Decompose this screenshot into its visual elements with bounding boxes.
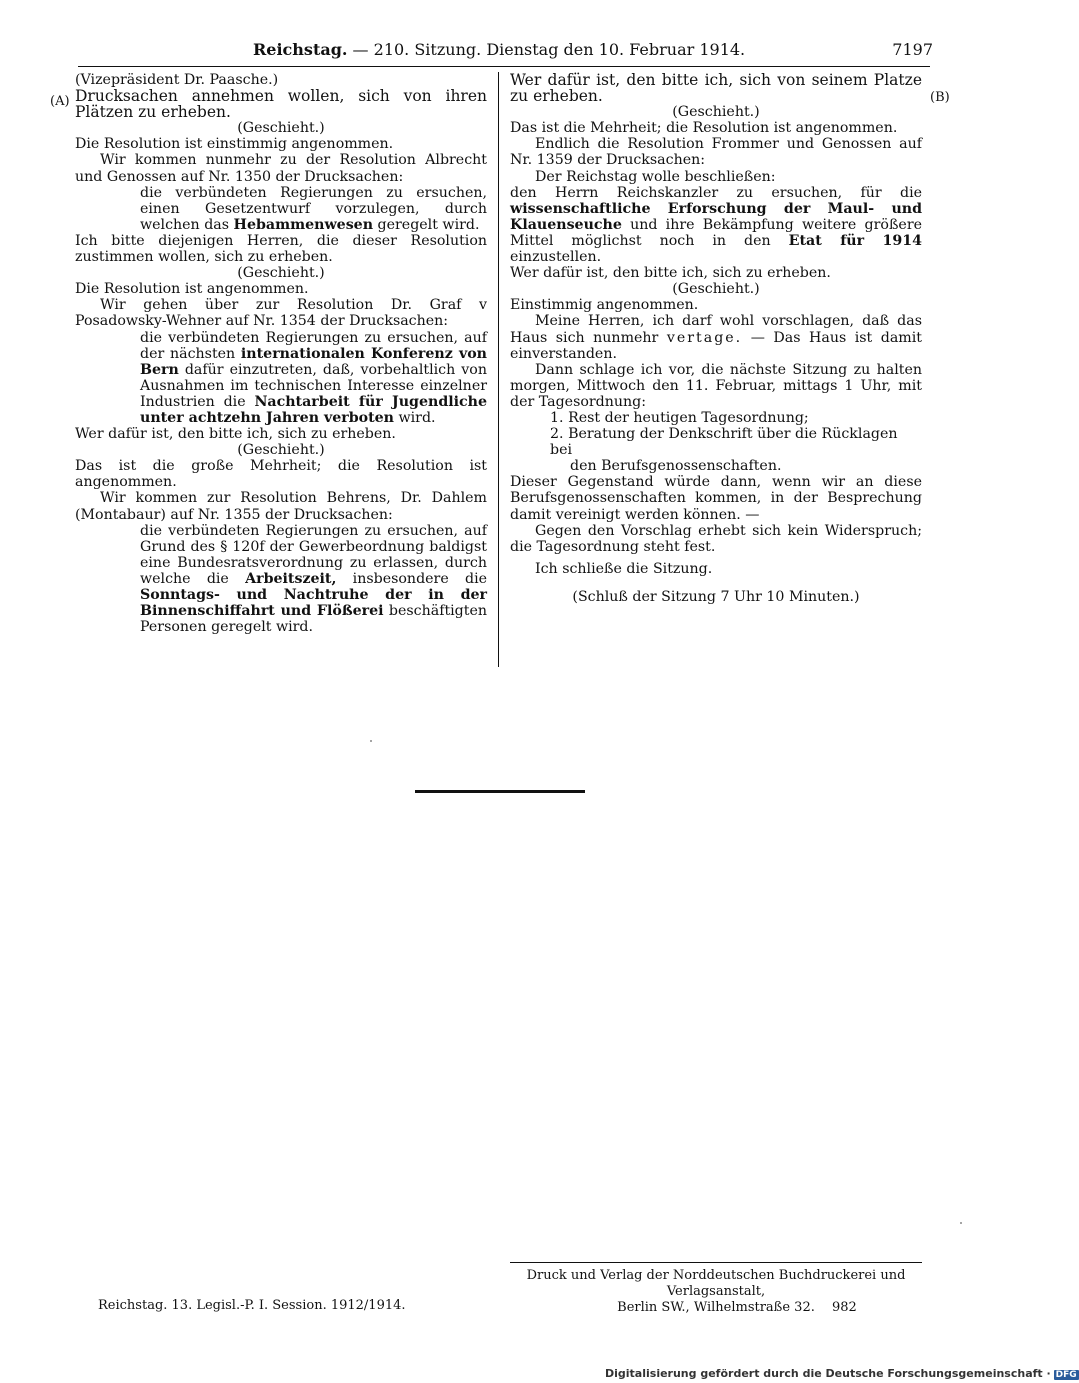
closing-note: (Schluß der Sitzung 7 Uhr 10 Minuten.) xyxy=(572,588,860,605)
volume-reference: Reichstag. 13. Legisl.-P. I. Session. 1912/1914. xyxy=(98,1298,406,1313)
quote-text: die verbündeten Regierungen zu ersuchen, auf der nächsten xyxy=(140,329,487,362)
paragraph: Das ist die Mehrheit; die Resolution ist angenommen. xyxy=(510,120,898,137)
paragraph: Wer dafür ist, den bitte ich, sich von seinem Platze zu erheben. xyxy=(510,71,922,106)
section-separator xyxy=(415,790,585,793)
speck xyxy=(370,740,372,742)
header-date: Dienstag den 10. Februar 1914. xyxy=(486,40,746,59)
quote-text: beschäftigten Personen geregelt wird. xyxy=(140,603,487,636)
column-divider xyxy=(498,72,499,667)
paragraph: Dann schlage ich vor, die nächste Sitzung zu halten morgen, Mittwoch den 11. Februar, mittags 1 Uhr, mit der Tagesordnung: xyxy=(510,361,922,410)
quote-text: einzustellen. xyxy=(510,249,602,266)
quote-emphasis: wissenschaftliche Erforschung der Maul- und Klauenseuche xyxy=(510,200,922,233)
paragraph: Wer dafür ist, den bitte ich, sich zu erheben. xyxy=(75,426,396,443)
quote-text: insbesondere die xyxy=(336,570,487,587)
resolution-quote xyxy=(510,185,922,265)
quote-emphasis: internationalen Konferenz von Bern xyxy=(140,345,487,378)
paragraph: Ich bitte diejenigen Herren, die dieser Resolution zustimmen wollen, sich zu erheben. xyxy=(75,232,487,266)
credit-text: Digitalisierung gefördert durch die Deutsche Forschungsgemeinschaft · xyxy=(605,1367,1051,1380)
quote-text: geregelt wird. xyxy=(373,216,480,233)
paragraph: Drucksachen annehmen wollen, sich von ihren Plätzen zu erheben. xyxy=(75,87,487,122)
paragraph: Wir kommen nunmehr zu der Resolution Albrecht und Genossen auf Nr. 1350 der Drucksachen: xyxy=(75,152,487,185)
quote-emphasis: Nachtarbeit für Jugendliche unter achtzehn Jahren verboten xyxy=(140,393,487,426)
stage-direction: (Geschieht.) xyxy=(237,265,325,282)
quote-emphasis: Hebammenwesen xyxy=(233,216,374,233)
agenda-list xyxy=(550,410,922,474)
agenda-item-text: Rest der heutigen Tagesordnung; xyxy=(568,409,809,426)
agenda-item-text: Beratung der Denkschrift über die Rücklagen bei xyxy=(550,426,898,459)
sheet-number: 982 xyxy=(832,1300,857,1315)
quote-text: wird. xyxy=(393,409,436,426)
stage-direction: (Geschieht.) xyxy=(672,104,760,121)
paragraph: Gegen den Vorschlag erhebt sich kein Widerspruch; die Tagesordnung steht fest. xyxy=(510,522,922,555)
digitization-credit xyxy=(605,1367,1079,1380)
resolution-quote xyxy=(140,330,487,427)
paragraph: Dieser Gegenstand würde dann, wenn wir an diese Berufsgenossenschaften kommen, in der Besprechung damit vereinigt werden können. — xyxy=(510,474,922,523)
paragraph-text: Meine Herren, ich darf wohl vorschlagen, daß das Haus sich nunmehr xyxy=(510,313,922,346)
agenda-item-number: 1. xyxy=(550,409,564,426)
imprint-line: Berlin SW., Wilhelmstraße 32. xyxy=(617,1300,815,1315)
right-column xyxy=(510,72,922,605)
header-rule xyxy=(78,66,930,67)
page-number: 7197 xyxy=(892,40,933,59)
paragraph-text: — Das Haus ist damit einverstanden. xyxy=(510,329,922,362)
stage-direction: (Geschieht.) xyxy=(237,442,325,459)
quote-text: die verbündeten Regierungen zu ersuchen, einen Gesetzentwurf vorzulegen, durch welchen das xyxy=(140,184,487,233)
paragraph: Wer dafür ist, den bitte ich, sich zu erheben. xyxy=(510,265,831,282)
paragraph xyxy=(510,313,922,361)
paragraph: Wir gehen über zur Resolution Dr. Graf v Posadowsky-Wehner auf Nr. 1354 der Drucksachen: xyxy=(75,297,487,330)
paragraph: Das ist die große Mehrheit; die Resolution ist angenommen. xyxy=(75,458,487,491)
resolution-quote xyxy=(140,523,487,636)
margin-marker-right: (B) xyxy=(930,90,950,105)
footer-rule xyxy=(510,1262,922,1263)
paragraph: Die Resolution ist einstimmig angenommen. xyxy=(75,136,394,153)
quote-text: die verbündeten Regierungen zu ersuchen, auf Grund des § 120f der Gewerbeordnung baldigst eine Bundesratsverordnung zu erlassen, durch welche die xyxy=(140,522,487,587)
agenda-item-text: den Berufsgenossenschaften. xyxy=(570,458,782,475)
header-session: — 210. Sitzung. xyxy=(352,40,482,59)
margin-marker-left: (A) xyxy=(50,94,70,109)
quote-emphasis: Arbeitszeit, xyxy=(245,570,337,587)
quote-emphasis: Sonntags- und Nachtruhe der in der Binnenschiffahrt und Flößerei xyxy=(140,587,487,620)
speaker-label: (Vizepräsident Dr. Paasche.) xyxy=(75,72,279,88)
left-column xyxy=(75,72,487,635)
resolution-quote xyxy=(140,185,487,233)
paragraph: Endlich die Resolution Frommer und Genossen auf Nr. 1359 der Drucksachen: xyxy=(510,136,922,169)
dfg-logo-icon: DFG xyxy=(1055,1370,1077,1380)
speck xyxy=(960,1222,962,1224)
stage-direction: (Geschieht.) xyxy=(672,281,760,298)
agenda-item xyxy=(550,426,922,474)
quote-text: und ihre Bekämpfung weitere größere Mittel möglichst noch in den xyxy=(510,216,922,249)
paragraph: Wir kommen zur Resolution Behrens, Dr. Dahlem (Montabaur) auf Nr. 1355 der Drucksachen: xyxy=(75,490,487,523)
header-title: Reichstag. xyxy=(253,40,348,59)
paragraph: Ich schließe die Sitzung. xyxy=(535,560,713,577)
printer-imprint xyxy=(510,1268,922,1316)
paragraph: Die Resolution ist angenommen. xyxy=(75,281,309,298)
spaced-emphasis: vertage. xyxy=(666,329,743,346)
paragraph: Der Reichstag wolle beschließen: xyxy=(535,168,776,185)
quote-text: dafür einzutreten, daß, vorbehaltlich von Ausnahmen im technischen Interesse einzelner Industrien die xyxy=(140,361,487,410)
stage-direction: (Geschieht.) xyxy=(237,120,325,137)
quote-emphasis: Etat für 1914 xyxy=(788,232,922,249)
agenda-item-number: 2. xyxy=(550,426,564,443)
running-header xyxy=(253,40,933,62)
agenda-item xyxy=(550,410,922,426)
quote-text: den Herrn Reichskanzler zu ersuchen, für die xyxy=(510,184,922,201)
imprint-line: Druck und Verlag der Norddeutschen Buchdruckerei und Verlagsanstalt, xyxy=(526,1268,906,1299)
paragraph: Einstimmig angenommen. xyxy=(510,297,699,314)
